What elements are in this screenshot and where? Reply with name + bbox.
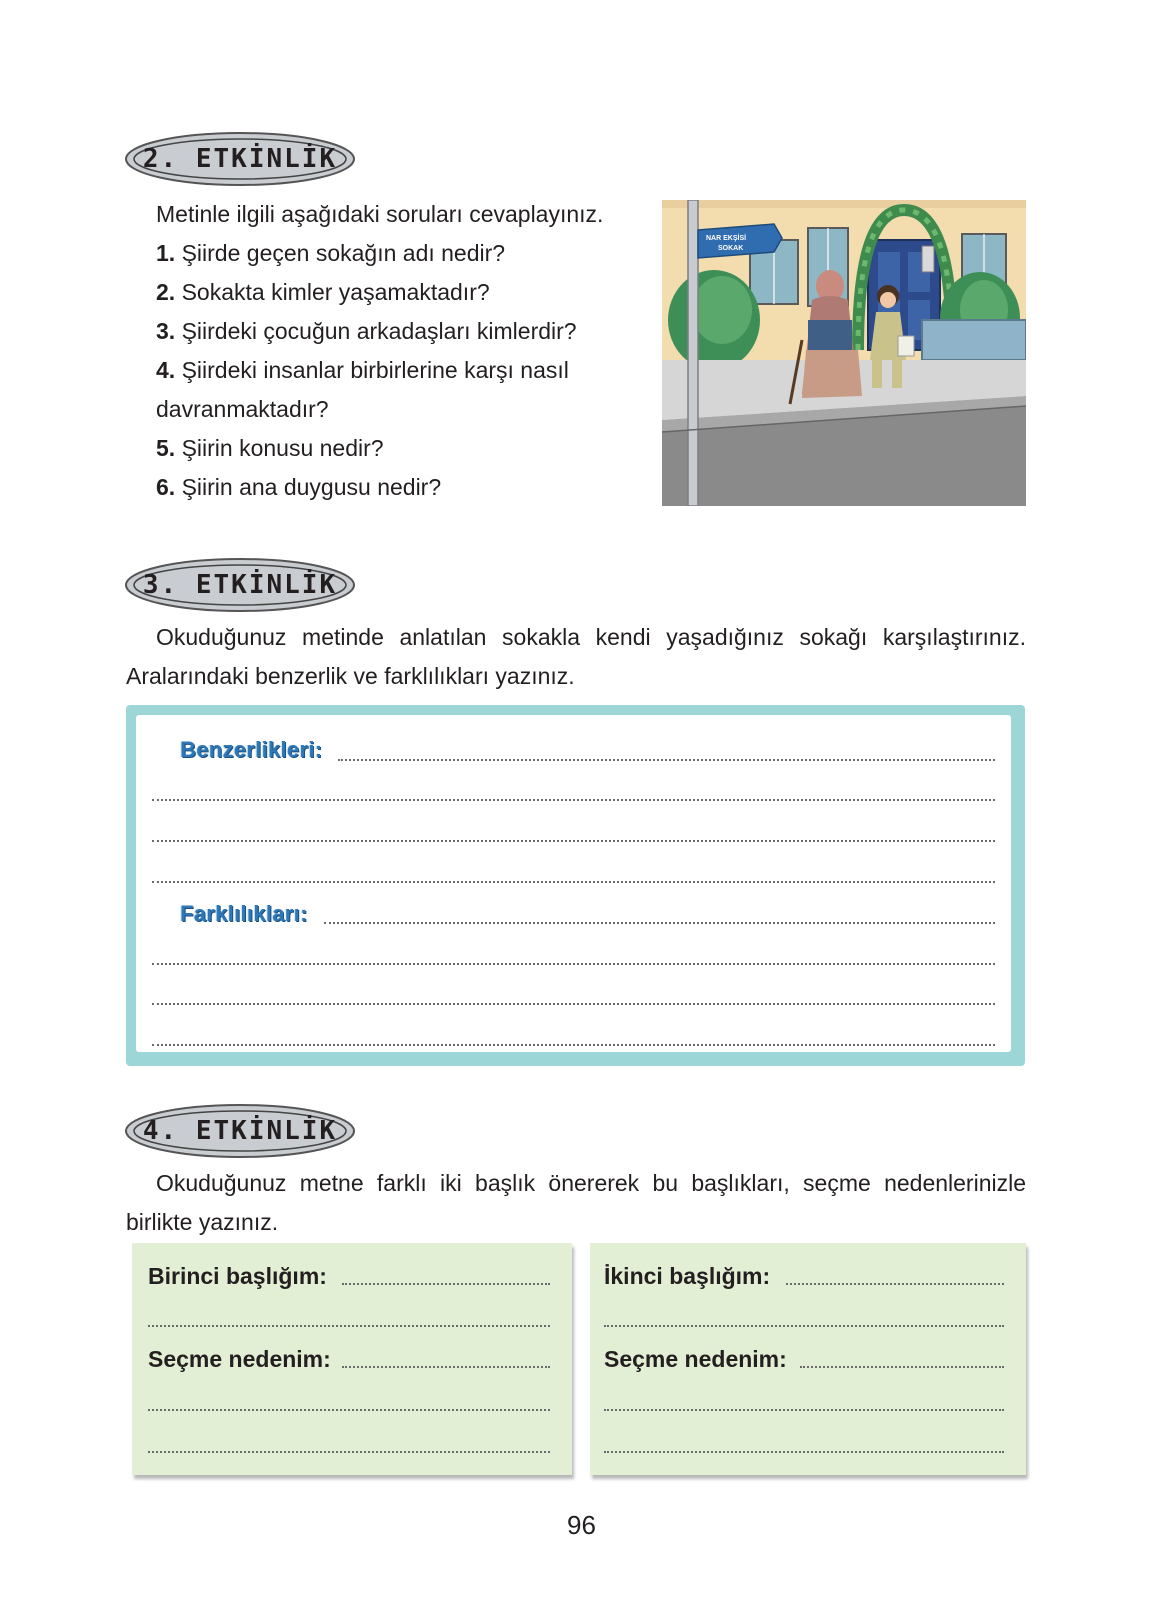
similarities-line-3[interactable] [152, 840, 995, 842]
second-title-label: İkinci başlığım: [604, 1263, 771, 1289]
first-reason-line-2[interactable] [148, 1409, 550, 1411]
question-5: 5. Şiirin konusu nedir? [156, 435, 384, 461]
similarities-label: Benzerlikleri: [180, 737, 323, 762]
first-title-line-1[interactable] [342, 1283, 550, 1285]
activity3-badge [124, 557, 356, 613]
activity2-questions [126, 195, 646, 507]
question-3: 3. Şiirdeki çocuğun arkadaşları kimlerdir? [156, 318, 577, 344]
street-sign-line2: SOKAK [718, 245, 744, 252]
second-reason-line-3[interactable] [604, 1451, 1004, 1453]
first-reason-label: Seçme nedenim: [148, 1346, 331, 1372]
street-illustration [662, 200, 1026, 506]
activity3-instructions: Okuduğunuz metinde anlatılan sokakla kendi yaşadığınız sokağı karşılaştırınız. Aralarındaki benzerlik ve farklılıkları yazınız. [126, 624, 1026, 689]
differences-line-3[interactable] [152, 1003, 995, 1005]
activity2-badge-label: 2. ETKİNLİK [142, 144, 338, 174]
second-reason-line-1[interactable] [800, 1366, 1004, 1368]
second-title-line-2[interactable] [604, 1325, 1004, 1327]
first-title-label: Birinci başlığım: [148, 1263, 327, 1289]
differences-label: Farklılıkları: [180, 901, 308, 926]
differences-line-4[interactable] [152, 1044, 995, 1046]
similarities-line-1[interactable] [338, 759, 995, 761]
activity4-badge-label: 4. ETKİNLİK [142, 1116, 338, 1146]
activity4-badge [124, 1103, 356, 1159]
activity2-intro: Metinle ilgili aşağıdaki soruları cevaplayınız. [156, 201, 604, 227]
first-reason-line-3[interactable] [148, 1451, 550, 1453]
activity3-badge-label: 3. ETKİNLİK [142, 570, 338, 600]
street-sign-line1: NAR EKŞİSİ [706, 235, 747, 242]
second-reason-label: Seçme nedenim: [604, 1346, 787, 1372]
question-6: 6. Şiirin ana duygusu nedir? [156, 474, 442, 500]
page-number: 96 [567, 1510, 596, 1540]
similarities-line-2[interactable] [152, 799, 995, 801]
similarities-line-4[interactable] [152, 881, 995, 883]
comparison-box-inner [136, 715, 1011, 1052]
first-reason-line-1[interactable] [342, 1366, 550, 1368]
differences-line-1[interactable] [324, 922, 995, 924]
first-title-line-2[interactable] [148, 1325, 550, 1327]
comparison-box [126, 705, 1025, 1066]
question-1: 1. Şiirde geçen sokağın adı nedir? [156, 240, 506, 266]
second-reason-line-2[interactable] [604, 1409, 1004, 1411]
differences-line-2[interactable] [152, 963, 995, 965]
activity4-instructions: Okuduğunuz metne farklı iki başlık önererek bu başlıkları, seçme nedenlerinizle birlikte yazınız. [126, 1170, 1026, 1235]
second-title-line-1[interactable] [786, 1283, 1004, 1285]
first-title-card [132, 1243, 572, 1475]
question-4: 4. Şiirdeki insanlar birbirlerine karşı nasıl davranmaktadır? [156, 357, 569, 422]
second-title-card [590, 1243, 1026, 1475]
activity2-badge [124, 131, 356, 187]
question-2: 2. Sokakta kimler yaşamaktadır? [156, 279, 490, 305]
